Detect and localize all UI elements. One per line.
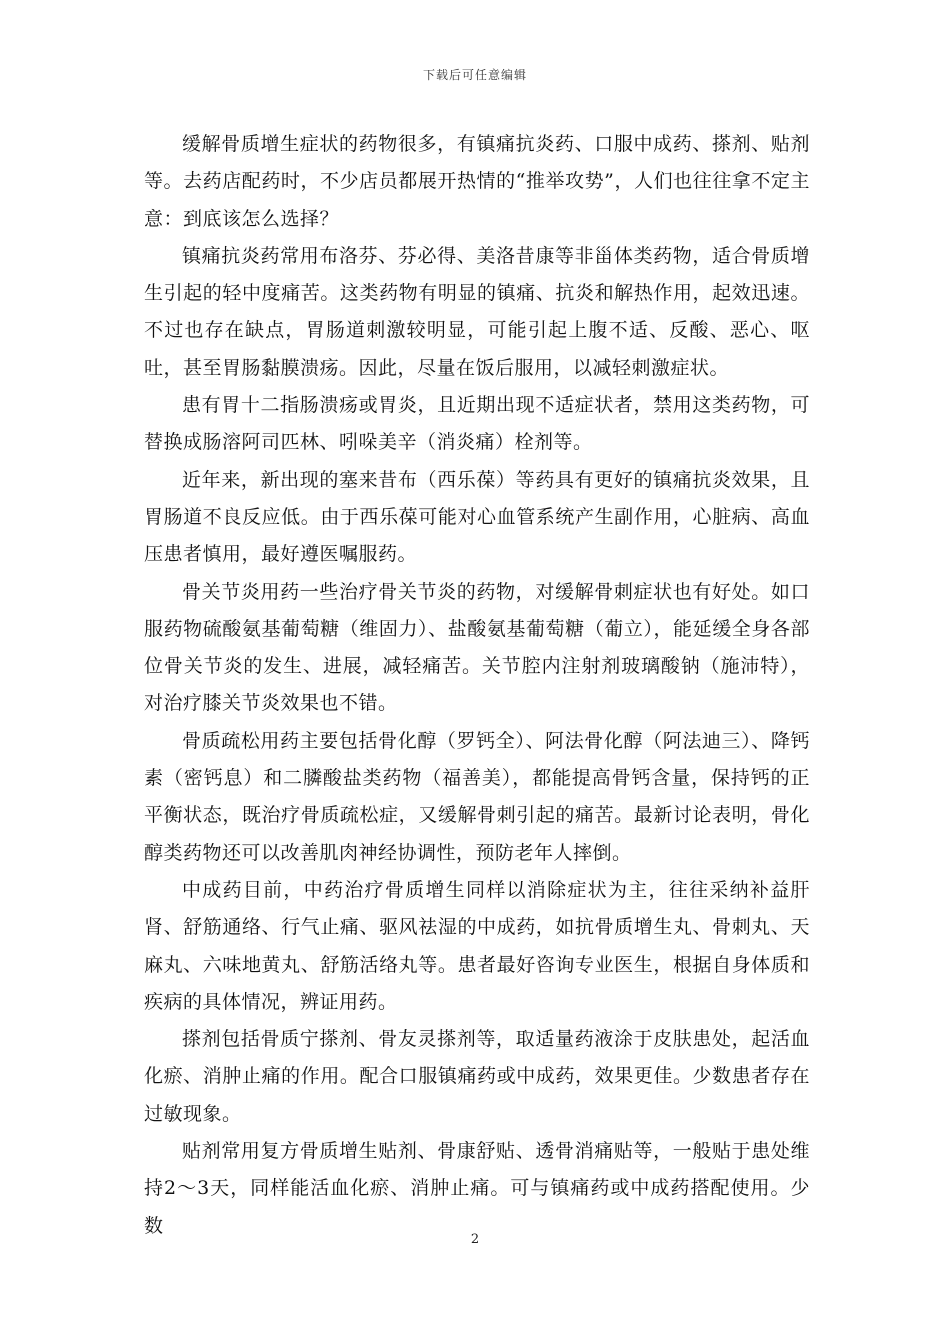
paragraph-osteoporosis: 骨质疏松用药主要包括骨化醇（罗钙全）、阿法骨化醇（阿法迪三）、降钙素（密钙息）和二膦酸盐类药物（福善美），都能提高骨钙含量，保持钙的正平衡状态，既治疗骨质疏松症，又缓解骨刺引起的痛苦。最新讨论表明，骨化醇类药物还可以改善肌肉神经协调性，预防老年人摔倒。 <box>144 729 810 864</box>
page-header-note: 下载后可任意编辑 <box>422 68 527 82</box>
paragraph-analgesics: 镇痛抗炎药常用布洛芬、芬必得、美洛昔康等非甾体类药物，适合骨质增生引起的轻中度痛苦。这类药物有明显的镇痛、抗炎和解热作用，起效迅速。不过也存在缺点，胃肠道刺激较明显，可能引起上腹不适、反酸、恶心、呕吐，甚至胃肠黏膜溃疡。因此，尽量在饭后服用，以减轻刺激症状。 <box>144 244 810 379</box>
paragraph-chinese-medicine: 中成药目前，中药治疗骨质增生同样以消除症状为主，往往采纳补益肝肾、舒筋通络、行气止痛、驱风祛湿的中成药，如抗骨质增生丸、骨刺丸、天麻丸、六味地黄丸、舒筋活络丸等。患者最好咨询专业医生，根据自身体质和疾病的具体情况，辨证用药。 <box>144 878 810 1013</box>
paragraph-osteoarthritis: 骨关节炎用药一些治疗骨关节炎的药物，对缓解骨刺症状也有好处。如口服药物硫酸氨基葡萄糖（维固力）、盐酸氨基葡萄糖（葡立），能延缓全身各部位骨关节炎的发生、进展，减轻痛苦。关节腔内注射剂玻璃酸钠（施沛特），对治疗膝关节炎效果也不错。 <box>144 580 810 715</box>
paragraph-intro: 缓解骨质增生症状的药物很多，有镇痛抗炎药、口服中成药、搽剂、贴剂等。去药店配药时，不少店员都展开热情的“推举攻势”，人们也往往拿不定主意：到底该怎么选择？ <box>144 133 810 230</box>
paragraph-liniment: 搽剂包括骨质宁搽剂、骨友灵搽剂等，取适量药液涂于皮肤患处，起活血化瘀、消肿止痛的作用。配合口服镇痛药或中成药，效果更佳。少数患者存在过敏现象。 <box>144 1028 810 1125</box>
page-number: 2 <box>470 1232 480 1247</box>
paragraph-ulcer-warning: 患有胃十二指肠溃疡或胃炎，且近期出现不适症状者，禁用这类药物，可替换成肠溶阿司匹林、吲哚美辛（消炎痛）栓剂等。 <box>144 394 810 454</box>
paragraph-celecoxib: 近年来，新出现的塞来昔布（西乐葆）等药具有更好的镇痛抗炎效果，且胃肠道不良反应低。由于西乐葆可能对心血管系统产生副作用，心脏病、高血压患者慎用，最好遵医嘱服药。 <box>144 468 810 566</box>
document-body <box>144 126 810 1245</box>
paragraph-plaster: 贴剂常用复方骨质增生贴剂、骨康舒贴、透骨消痛贴等，一般贴于患处维持2～3天，同样能活血化瘀、消肿止痛。可与镇痛药或中成药搭配使用。少数 <box>144 1140 810 1237</box>
